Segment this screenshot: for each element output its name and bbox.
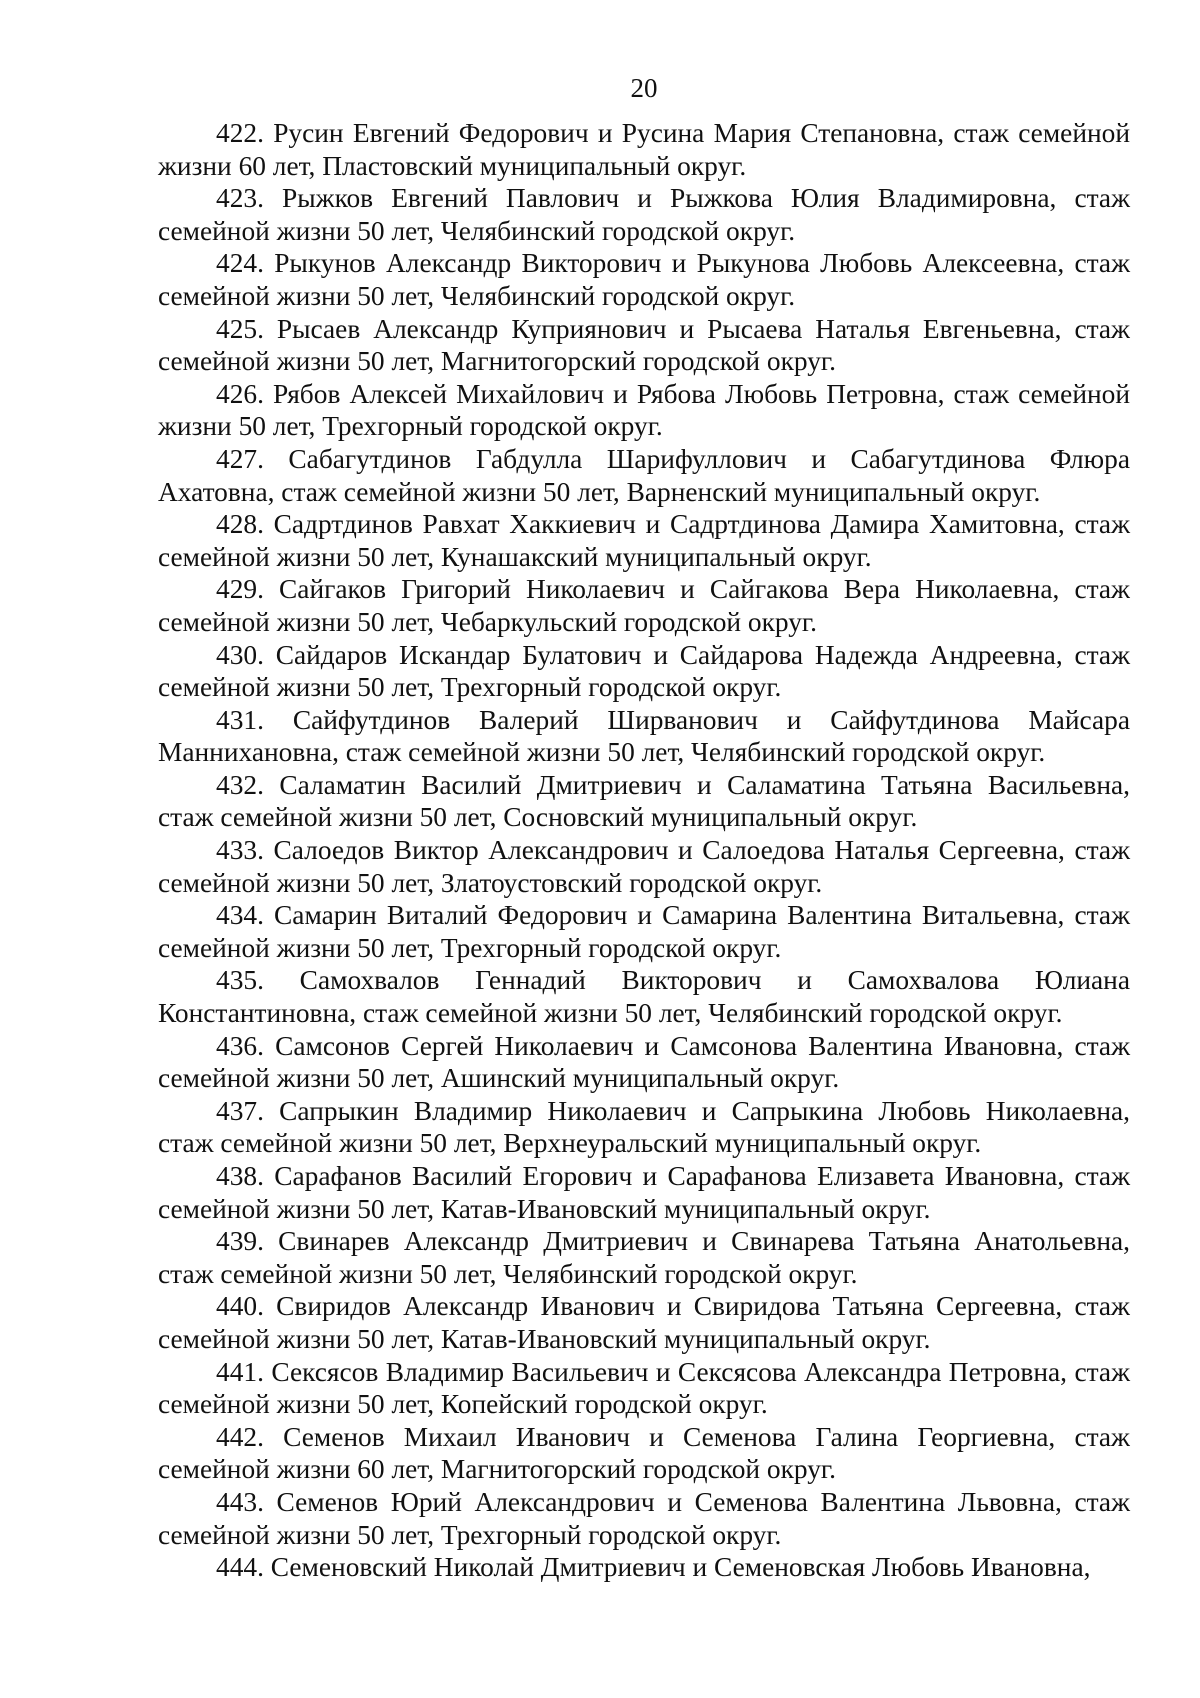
list-item [158, 899, 1130, 964]
list-item [158, 639, 1130, 704]
entry-text: 436. Самсонов Сергей Николаевич и Самсонова Валентина Ивановна, стаж семейной жизни 50 лет, Ашинский муниципальный округ. [158, 1030, 1130, 1094]
entry-text: 425. Рысаев Александр Куприянович и Рысаева Наталья Евгеньевна, стаж семейной жизни 50 лет, Магнитогорский городской округ. [158, 313, 1130, 377]
entry-text: 428. Садртдинов Равхат Хаккиевич и Садртдинова Дамира Хамитовна, стаж семейной жизни 50 лет, Кунашакский муниципальный округ. [158, 509, 1130, 572]
entry-text: 427. Сабагутдинов Габдулла Шарифуллович и Сабагутдинова Флюра Ахатовна, стаж семейной жизни 50 лет, Варненский муниципальный округ. [158, 443, 1130, 507]
list-item [158, 1290, 1130, 1355]
entry-list [158, 117, 1130, 1584]
entry-text: 443. Семенов Юрий Александрович и Семенова Валентина Львовна, стаж семейной жизни 50 лет, Трехгорный городской округ. [158, 1486, 1130, 1550]
entry-text: 441. Сексясов Владимир Васильевич и Сексясова Александра Петровна, стаж семейной жизни 50 лет, Копейский городской округ. [158, 1356, 1130, 1420]
entry-text: 423. Рыжков Евгений Павлович и Рыжкова Юлия Владимировна, стаж семейной жизни 50 лет, Челябинский городской округ. [158, 183, 1130, 246]
list-item [158, 704, 1130, 769]
list-item [158, 834, 1130, 899]
entry-text: 437. Сапрыкин Владимир Николаевич и Сапрыкина Любовь Николаевна, стаж семейной жизни 50 лет, Верхнеуральский муниципальный округ. [158, 1095, 1130, 1159]
list-item [158, 1225, 1130, 1290]
list-item [158, 1551, 1130, 1584]
entry-text: 426. Рябов Алексей Михайлович и Рябова Любовь Петровна, стаж семейной жизни 50 лет, Трехгорный городской округ. [158, 378, 1130, 442]
entry-text: 431. Сайфутдинов Валерий Ширванович и Сайфутдинова Майсара Маннихановна, стаж семейной жизни 50 лет, Челябинский городской округ. [158, 704, 1130, 768]
list-item [158, 1486, 1130, 1551]
page-number: 20 [630, 73, 658, 103]
entry-text: 442. Семенов Михаил Иванович и Семенова Галина Георгиевна, стаж семейной жизни 60 лет, Магнитогорский городской округ. [158, 1421, 1130, 1485]
entry-text: 444. Семеновский Николай Дмитриевич и Семеновская Любовь Ивановна, [216, 1552, 1091, 1583]
list-item [158, 313, 1130, 378]
list-item [158, 573, 1130, 638]
list-item [158, 443, 1130, 508]
list-item [158, 378, 1130, 443]
entry-text: 422. Русин Евгений Федорович и Русина Мария Степановна, стаж семейной жизни 60 лет, Пластовский муниципальный округ. [158, 118, 1130, 181]
entry-text: 434. Самарин Виталий Федорович и Самарина Валентина Витальевна, стаж семейной жизни 50 лет, Трехгорный городской округ. [158, 900, 1130, 963]
list-item [158, 1356, 1130, 1421]
list-item [158, 247, 1130, 312]
list-item [158, 1421, 1130, 1486]
entry-text: 429. Сайгаков Григорий Николаевич и Сайгакова Вера Николаевна, стаж семейной жизни 50 лет, Чебаркульский городской округ. [158, 574, 1130, 637]
list-item [158, 117, 1130, 182]
list-item [158, 508, 1130, 573]
entry-text: 435. Самохвалов Геннадий Викторович и Самохвалова Юлиана Константиновна, стаж семейной жизни 50 лет, Челябинский городской округ. [158, 965, 1130, 1029]
list-item [158, 964, 1130, 1029]
entry-text: 433. Салоедов Виктор Александрович и Салоедова Наталья Сергеевна, стаж семейной жизни 50 лет, Златоустовский городской округ. [158, 835, 1130, 898]
entry-text: 432. Саламатин Василий Дмитриевич и Саламатина Татьяна Васильевна, стаж семейной жизни 50 лет, Сосновский муниципальный округ. [158, 769, 1130, 833]
list-item [158, 769, 1130, 834]
entry-text: 424. Рыкунов Александр Викторович и Рыкунова Любовь Алексеевна, стаж семейной жизни 50 лет, Челябинский городской округ. [158, 248, 1130, 311]
list-item [158, 1160, 1130, 1225]
list-item [158, 1095, 1130, 1160]
list-item [158, 1030, 1130, 1095]
entry-text: 430. Сайдаров Искандар Булатович и Сайдарова Надежда Андреевна, стаж семейной жизни 50 лет, Трехгорный городской округ. [158, 639, 1130, 703]
entry-text: 439. Свинарев Александр Дмитриевич и Свинарева Татьяна Анатольевна, стаж семейной жизни 50 лет, Челябинский городской округ. [158, 1226, 1130, 1289]
list-item [158, 182, 1130, 247]
entry-text: 440. Свиридов Александр Иванович и Свиридова Татьяна Сергеевна, стаж семейной жизни 50 лет, Катав-Ивановский муниципальный округ. [158, 1291, 1130, 1354]
entry-text: 438. Сарафанов Василий Егорович и Сарафанова Елизавета Ивановна, стаж семейной жизни 50 лет, Катав-Ивановский муниципальный округ. [158, 1161, 1130, 1224]
